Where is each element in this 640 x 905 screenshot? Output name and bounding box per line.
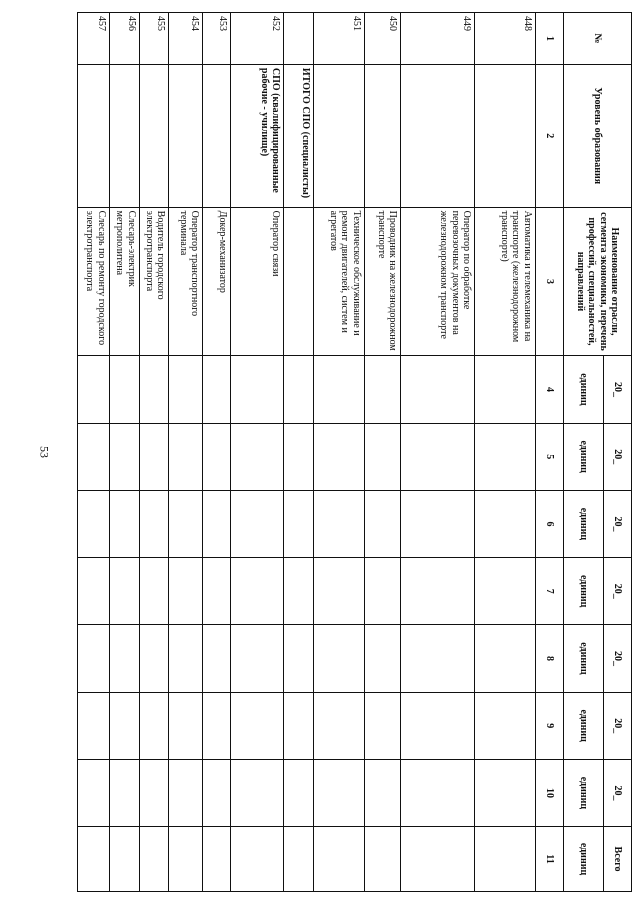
cell-name: Автоматика и телемеханика на транспорте (железнодорожном транспорте) (475, 207, 536, 356)
cell-value (364, 558, 400, 625)
cell-value (364, 423, 400, 490)
cell-value (169, 558, 203, 625)
cell-name: Оператор связи (231, 207, 284, 356)
cell-value (78, 625, 110, 692)
cell-value (139, 490, 169, 557)
cell-value (284, 558, 314, 625)
cell-value (313, 759, 364, 826)
cell-value (78, 356, 110, 423)
cell-no: 449 (401, 13, 475, 65)
header-row-years (604, 13, 632, 892)
cell-value (231, 759, 284, 826)
table-row (284, 13, 314, 892)
cell-value (169, 423, 203, 490)
cell-value (139, 625, 169, 692)
table-row (364, 13, 400, 892)
cell-value (109, 625, 139, 692)
header-year: 20_ (604, 423, 632, 490)
cell-no: 450 (364, 13, 400, 65)
cell-value (78, 423, 110, 490)
cell-value (78, 558, 110, 625)
cell-value (203, 558, 231, 625)
cell-name: Техническое обслуживание и ремонт двигателей, систем и агрегатов (313, 207, 364, 356)
cell-value (475, 759, 536, 826)
cell-name: Оператор транспортного терминала (169, 207, 203, 356)
cell-value (169, 827, 203, 892)
cell-value (364, 356, 400, 423)
cell-value (78, 490, 110, 557)
table-body (78, 13, 536, 892)
cell-no: 453 (203, 13, 231, 65)
cell-value (401, 558, 475, 625)
header-name: Наименование отрасли, сегмента экономики, перечень профессий, специальностей, направлений (564, 207, 632, 356)
page-number: 53 (37, 446, 52, 458)
cell-name: Водитель городского электротранспорта (139, 207, 169, 356)
header-unit: единиц (564, 356, 604, 423)
header-year: 20_ (604, 356, 632, 423)
cell-value (284, 692, 314, 759)
cell-value (313, 423, 364, 490)
table-row (109, 13, 139, 892)
header-year: 20_ (604, 692, 632, 759)
cell-value (401, 692, 475, 759)
cell-name: Слесарь-электрик метрополитена (109, 207, 139, 356)
cell-value (401, 625, 475, 692)
cell-value (231, 558, 284, 625)
header-year: 20_ (604, 490, 632, 557)
cell-name: Слесарь по ремонту городского электротранспорта (78, 207, 110, 356)
cell-no: 451 (313, 13, 364, 65)
column-number: 6 (536, 490, 564, 557)
cell-name (284, 207, 314, 356)
table-row (139, 13, 169, 892)
cell-value (109, 827, 139, 892)
cell-no (284, 13, 314, 65)
header-year: 20_ (604, 558, 632, 625)
cell-value (109, 423, 139, 490)
cell-value (78, 827, 110, 892)
cell-name: Докер-механизатор (203, 207, 231, 356)
table-row (169, 13, 203, 892)
header-unit: единиц (564, 827, 604, 892)
cell-value (284, 356, 314, 423)
cell-value (313, 827, 364, 892)
header-unit: единиц (564, 423, 604, 490)
cell-value (203, 827, 231, 892)
cell-value (203, 759, 231, 826)
cell-name: Оператор по обработке перевозочных документов на железнодорожном транспорте (401, 207, 475, 356)
cell-no: 448 (475, 13, 536, 65)
header-unit: единиц (564, 759, 604, 826)
cell-value (109, 558, 139, 625)
header-unit: единиц (564, 692, 604, 759)
cell-level (475, 64, 536, 207)
cell-value (475, 625, 536, 692)
cell-level (78, 64, 110, 207)
cell-value (231, 356, 284, 423)
column-number: 7 (536, 558, 564, 625)
cell-no: 454 (169, 13, 203, 65)
cell-value (401, 356, 475, 423)
header-unit: единиц (564, 558, 604, 625)
header-no: № (564, 13, 632, 65)
cell-value (169, 490, 203, 557)
cell-no: 455 (139, 13, 169, 65)
header-unit: единиц (564, 625, 604, 692)
cell-value (401, 490, 475, 557)
column-number: 1 (536, 13, 564, 65)
cell-value (364, 759, 400, 826)
cell-level (313, 64, 364, 207)
cell-value (313, 692, 364, 759)
cell-value (364, 827, 400, 892)
cell-value (203, 423, 231, 490)
cell-value (169, 759, 203, 826)
cell-value (313, 490, 364, 557)
table-row (78, 13, 110, 892)
header-total: Всего (604, 827, 632, 892)
cell-value (284, 759, 314, 826)
cell-level (139, 64, 169, 207)
cell-value (231, 625, 284, 692)
cell-value (284, 490, 314, 557)
cell-value (401, 759, 475, 826)
cell-value (139, 356, 169, 423)
table-row (203, 13, 231, 892)
cell-level (169, 64, 203, 207)
header-year: 20_ (604, 625, 632, 692)
column-number: 4 (536, 356, 564, 423)
header-year: 20_ (604, 759, 632, 826)
cell-value (203, 356, 231, 423)
cell-value (475, 692, 536, 759)
cell-value (313, 625, 364, 692)
cell-value (313, 356, 364, 423)
column-number: 10 (536, 759, 564, 826)
table-row (401, 13, 475, 892)
cell-value (139, 423, 169, 490)
column-numbers-row (536, 13, 564, 892)
cell-value (231, 692, 284, 759)
cell-value (78, 692, 110, 759)
column-number: 8 (536, 625, 564, 692)
cell-value (169, 356, 203, 423)
cell-no: 456 (109, 13, 139, 65)
cell-value (109, 692, 139, 759)
cell-level: ИТОГО СПО (специалисты) (284, 64, 314, 207)
cell-no: 452 (231, 13, 284, 65)
cell-value (231, 827, 284, 892)
cell-value (139, 827, 169, 892)
header-level: Уровень образования (564, 64, 632, 207)
cell-value (401, 827, 475, 892)
column-number: 5 (536, 423, 564, 490)
education-table (77, 12, 632, 892)
cell-name: Проводник на железнодорожном транспорте (364, 207, 400, 356)
cell-value (364, 490, 400, 557)
cell-value (475, 423, 536, 490)
cell-value (139, 692, 169, 759)
column-number: 2 (536, 64, 564, 207)
column-number: 9 (536, 692, 564, 759)
cell-level (109, 64, 139, 207)
cell-value (364, 625, 400, 692)
cell-value (401, 423, 475, 490)
cell-value (284, 625, 314, 692)
column-number: 11 (536, 827, 564, 892)
cell-value (139, 759, 169, 826)
cell-value (109, 356, 139, 423)
cell-value (78, 759, 110, 826)
cell-value (109, 759, 139, 826)
cell-value (203, 490, 231, 557)
cell-value (284, 423, 314, 490)
cell-value (475, 490, 536, 557)
cell-value (284, 827, 314, 892)
cell-level: СПО (квалифицированные рабочие - училище) (231, 64, 284, 207)
cell-level (364, 64, 400, 207)
table-row (231, 13, 284, 892)
table-container (77, 12, 632, 892)
cell-value (475, 356, 536, 423)
table-row (313, 13, 364, 892)
table-row (475, 13, 536, 892)
cell-value (231, 423, 284, 490)
cell-value (109, 490, 139, 557)
cell-value (169, 625, 203, 692)
header-unit: единиц (564, 490, 604, 557)
cell-value (475, 558, 536, 625)
cell-value (364, 692, 400, 759)
column-number: 3 (536, 207, 564, 356)
cell-value (313, 558, 364, 625)
cell-value (231, 490, 284, 557)
cell-level (203, 64, 231, 207)
cell-value (203, 692, 231, 759)
cell-value (169, 692, 203, 759)
cell-value (203, 625, 231, 692)
cell-level (401, 64, 475, 207)
cell-no: 457 (78, 13, 110, 65)
cell-value (139, 558, 169, 625)
cell-value (475, 827, 536, 892)
